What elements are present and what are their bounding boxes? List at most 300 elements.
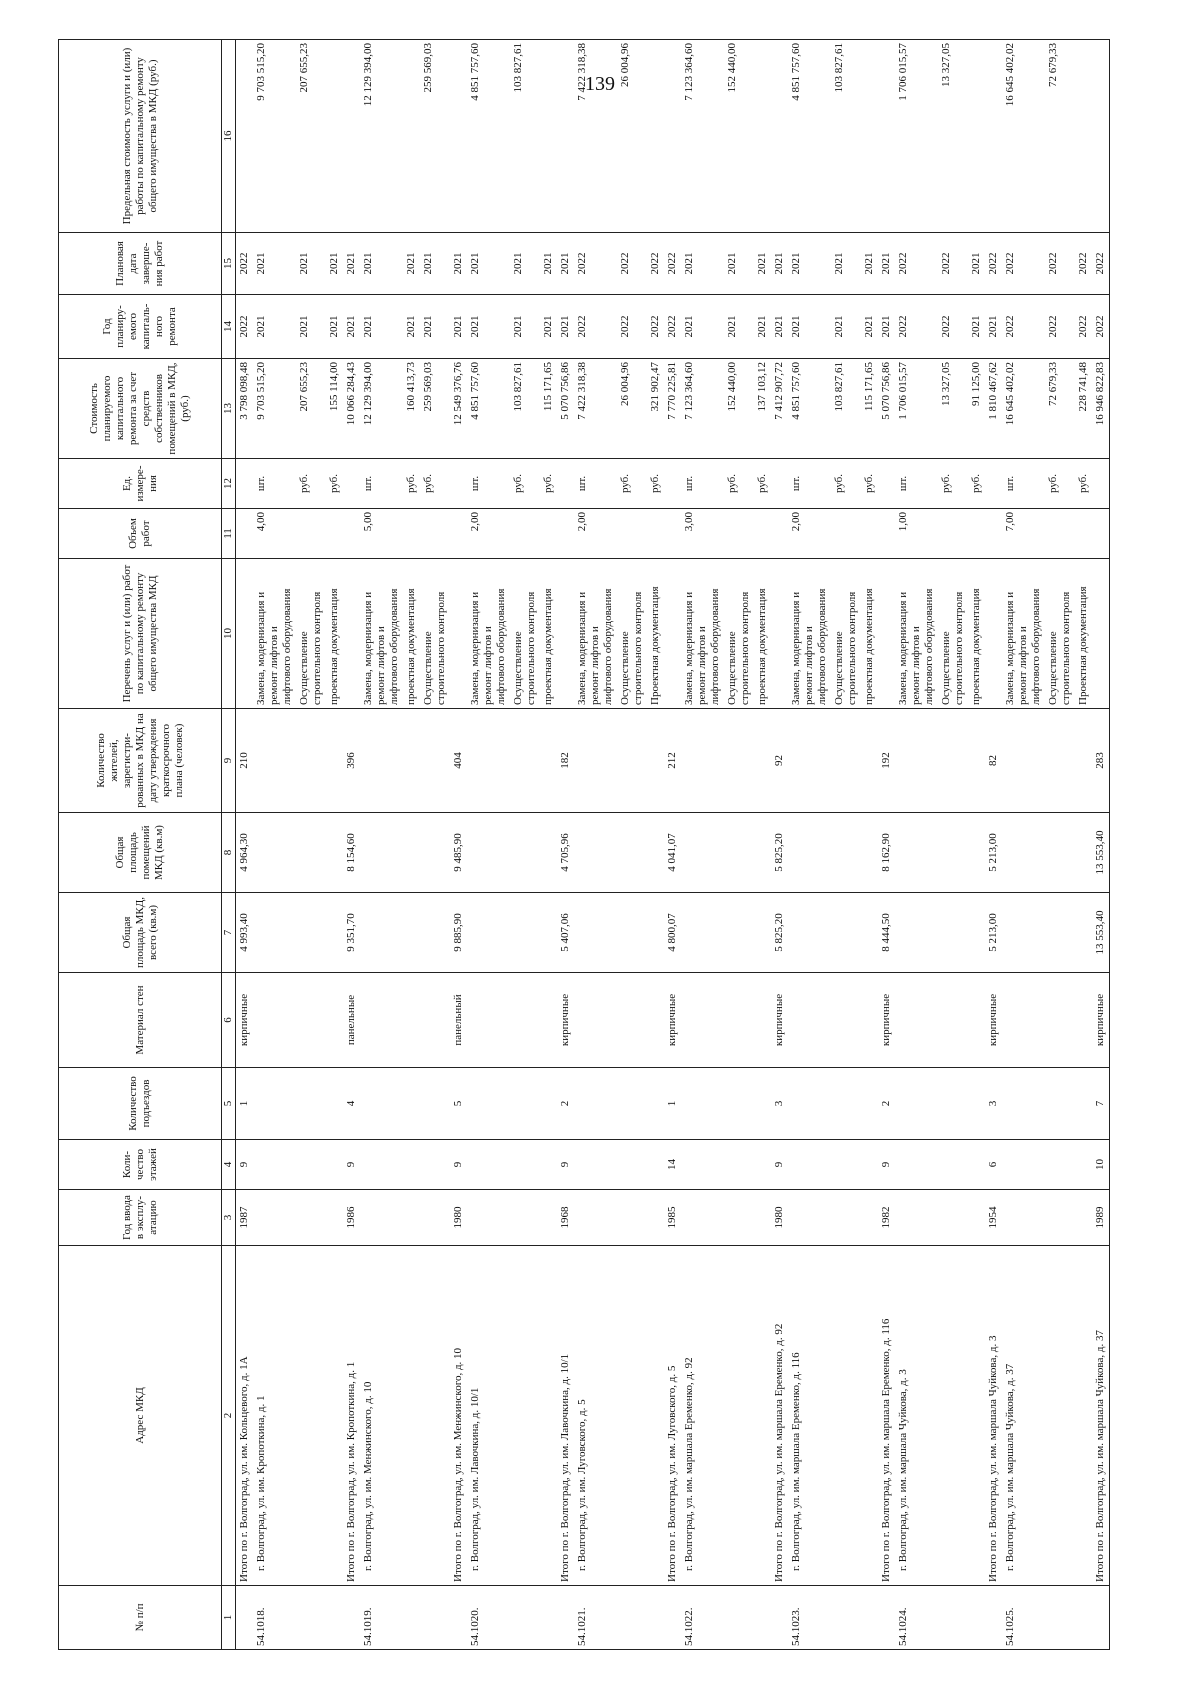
work-name: Замена, модернизация и ремонт лифтов и лифтового оборудования	[360, 559, 403, 709]
row-number	[510, 1586, 540, 1650]
area-total	[510, 893, 540, 973]
entrances	[360, 1068, 403, 1140]
unit: руб.	[647, 459, 664, 509]
area-total	[253, 893, 296, 973]
area-premises	[574, 813, 617, 893]
column-header-5: Количество подъездов	[59, 1068, 222, 1140]
residents	[647, 709, 664, 813]
residents	[467, 709, 510, 813]
area-total	[861, 893, 878, 973]
capital-repair-table	[58, 39, 1110, 1650]
work-name: проектная документация	[861, 559, 878, 709]
cost: 1 706 015,57	[895, 359, 938, 459]
floors	[617, 1140, 647, 1190]
volume	[1075, 509, 1092, 559]
limit-cost: 7 422 318,38	[574, 40, 617, 233]
volume	[343, 509, 360, 559]
cost: 103 827,61	[510, 359, 540, 459]
entrances: 7	[1092, 1068, 1110, 1140]
year-built: 1980	[450, 1190, 467, 1246]
entrances	[754, 1068, 771, 1140]
work-name	[1092, 559, 1110, 709]
end-date: 2021	[403, 233, 420, 295]
area-premises	[253, 813, 296, 893]
wall-material: панельный	[450, 973, 467, 1068]
area-total: 9 351,70	[343, 893, 360, 973]
work-name: Замена, модернизация и ремонт лифтов и лифтового оборудования	[467, 559, 510, 709]
limit-cost: 1 706 015,57	[895, 40, 938, 233]
total-end: 2021	[450, 233, 467, 295]
cost: 12 129 394,00	[360, 359, 403, 459]
total-cost: 1 810 467,62	[985, 359, 1002, 459]
work-name: проектная документация	[968, 559, 985, 709]
unit: шт.	[360, 459, 403, 509]
wall-material	[420, 973, 450, 1068]
wall-material: кирпичные	[771, 973, 788, 1068]
unit: шт.	[1002, 459, 1045, 509]
cost: 4 851 757,60	[788, 359, 831, 459]
area-premises: 4 705,96	[557, 813, 574, 893]
area-premises: 13 553,40	[1092, 813, 1110, 893]
plan-year: 2021	[467, 295, 510, 359]
work-name	[878, 559, 895, 709]
entrances	[1075, 1068, 1092, 1140]
entrances	[326, 1068, 343, 1140]
column-number-14: 14	[222, 295, 236, 359]
column-number-1: 1	[222, 1586, 236, 1650]
area-total: 5 407,06	[557, 893, 574, 973]
wall-material: кирпичные	[664, 973, 681, 1068]
entrances: 2	[557, 1068, 574, 1140]
entrances	[1002, 1068, 1045, 1140]
plan-year: 2022	[617, 295, 647, 359]
work-name	[557, 559, 574, 709]
area-premises	[831, 813, 861, 893]
floors	[1075, 1140, 1092, 1190]
volume: 2,00	[788, 509, 831, 559]
area-premises	[681, 813, 724, 893]
area-premises	[647, 813, 664, 893]
total-cost: 5 070 756,86	[557, 359, 574, 459]
year-built	[510, 1190, 540, 1246]
area-premises: 5 825,20	[771, 813, 788, 893]
wall-material: кирпичные	[878, 973, 895, 1068]
end-date: 2022	[938, 233, 968, 295]
wall-material	[540, 973, 557, 1068]
plan-year: 2022	[647, 295, 664, 359]
unit: шт.	[895, 459, 938, 509]
plan-year: 2022	[938, 295, 968, 359]
total-cost: 5 070 756,86	[878, 359, 895, 459]
unit: руб.	[1075, 459, 1092, 509]
year-built	[467, 1190, 510, 1246]
floors	[1002, 1140, 1045, 1190]
residents	[420, 709, 450, 813]
cost: 160 413,73	[403, 359, 420, 459]
residents	[831, 709, 861, 813]
column-header-4: Коли-чество этажей	[59, 1140, 222, 1190]
address: г. Волгоград, ул. им. Лавочкина, д. 10/1	[467, 1246, 510, 1586]
column-number-11: 11	[222, 509, 236, 559]
column-number-16: 16	[222, 40, 236, 233]
column-number-8: 8	[222, 813, 236, 893]
end-date: 2021	[540, 233, 557, 295]
area-premises	[754, 813, 771, 893]
year-built: 1989	[1092, 1190, 1110, 1246]
area-total	[647, 893, 664, 973]
work-name	[450, 559, 467, 709]
work-name	[343, 559, 360, 709]
column-number-row	[222, 40, 236, 1650]
wall-material	[326, 973, 343, 1068]
work-row	[861, 40, 878, 1650]
cost: 228 741,48	[1075, 359, 1092, 459]
total-cost: 10 066 284,43	[343, 359, 360, 459]
address: г. Волгоград, ул. им. маршала Еременко, д. 92	[681, 1246, 724, 1586]
residents	[1002, 709, 1045, 813]
year-built	[681, 1190, 724, 1246]
unit	[343, 459, 360, 509]
total-end: 2022	[985, 233, 1002, 295]
residents	[360, 709, 403, 813]
column-header-13: Стоимость планируемого капитального ремонта за счет средств собственников помещений в МКД, (руб.)	[59, 359, 222, 459]
plan-year: 2021	[724, 295, 754, 359]
residents	[895, 709, 938, 813]
row-number	[938, 1586, 968, 1650]
volume	[1045, 509, 1075, 559]
residents	[253, 709, 296, 813]
end-date: 2021	[754, 233, 771, 295]
plan-year: 2022	[1075, 295, 1092, 359]
row-number	[985, 1586, 1002, 1650]
column-number-9: 9	[222, 709, 236, 813]
unit	[236, 459, 254, 509]
plan-year: 2021	[510, 295, 540, 359]
area-premises	[1045, 813, 1075, 893]
wall-material	[788, 973, 831, 1068]
floors	[360, 1140, 403, 1190]
year-built	[617, 1190, 647, 1246]
wall-material	[1075, 973, 1092, 1068]
wall-material: кирпичные	[1092, 973, 1110, 1068]
volume: 2,00	[467, 509, 510, 559]
total-cost: 3 798 098,48	[236, 359, 254, 459]
row-number	[861, 1586, 878, 1650]
total-year: 2021	[343, 295, 360, 359]
work-name	[664, 559, 681, 709]
row-number	[664, 1586, 681, 1650]
floors	[510, 1140, 540, 1190]
area-total	[617, 893, 647, 973]
plan-year: 2021	[296, 295, 326, 359]
unit: шт.	[574, 459, 617, 509]
row-number	[540, 1586, 557, 1650]
limit-cost	[236, 40, 254, 233]
limit-cost	[343, 40, 360, 233]
area-total	[831, 893, 861, 973]
cost: 7 123 364,60	[681, 359, 724, 459]
end-date: 2022	[617, 233, 647, 295]
residents	[296, 709, 326, 813]
limit-cost	[985, 40, 1002, 233]
area-premises	[420, 813, 450, 893]
work-row	[647, 40, 664, 1650]
total-row	[985, 40, 1002, 1650]
total-cost: 7 770 225,81	[664, 359, 681, 459]
total-year: 2022	[1092, 295, 1110, 359]
volume: 7,00	[1002, 509, 1045, 559]
work-row	[968, 40, 985, 1650]
total-end: 2022	[1092, 233, 1110, 295]
residents	[540, 709, 557, 813]
address: г. Волгоград, ул. им. маршала Чуйкова, д. 3	[895, 1246, 938, 1586]
residents: 404	[450, 709, 467, 813]
year-built: 1954	[985, 1190, 1002, 1246]
end-date: 2022	[895, 233, 938, 295]
area-total: 13 553,40	[1092, 893, 1110, 973]
wall-material	[968, 973, 985, 1068]
entrances	[253, 1068, 296, 1140]
limit-cost	[861, 40, 878, 233]
cost: 103 827,61	[831, 359, 861, 459]
floors	[253, 1140, 296, 1190]
work-row	[1002, 40, 1045, 1650]
row-number	[968, 1586, 985, 1650]
area-total	[467, 893, 510, 973]
year-built: 1980	[771, 1190, 788, 1246]
volume	[664, 509, 681, 559]
entrances: 1	[664, 1068, 681, 1140]
residents	[403, 709, 420, 813]
area-premises	[617, 813, 647, 893]
residents: 192	[878, 709, 895, 813]
column-header-11: Объем работ	[59, 509, 222, 559]
row-number: 54.1018.	[253, 1586, 296, 1650]
floors	[938, 1140, 968, 1190]
work-name: Осуществление строительного контроля	[724, 559, 754, 709]
work-row	[420, 40, 450, 1650]
cost: 207 655,23	[296, 359, 326, 459]
floors: 9	[343, 1140, 360, 1190]
area-total	[574, 893, 617, 973]
work-row	[540, 40, 557, 1650]
floors: 9	[557, 1140, 574, 1190]
total-year: 2021	[557, 295, 574, 359]
work-row	[326, 40, 343, 1650]
area-total: 5 825,20	[771, 893, 788, 973]
floors	[647, 1140, 664, 1190]
area-total	[681, 893, 724, 973]
work-row	[296, 40, 326, 1650]
total-address: Итого по г. Волгоград, ул. им. Луговского, д. 5	[664, 1246, 681, 1586]
area-premises: 5 213,00	[985, 813, 1002, 893]
work-row	[403, 40, 420, 1650]
end-date: 2022	[1045, 233, 1075, 295]
address: г. Волгоград, ул. им. Луговского, д. 5	[574, 1246, 617, 1586]
total-address: Итого по г. Волгоград, ул. им. Менжинского, д. 10	[450, 1246, 467, 1586]
column-header-10: Перечень услуг и (или) работ по капитальному ремонту общего имущества МКД	[59, 559, 222, 709]
work-name: Замена, модернизация и ремонт лифтов и лифтового оборудования	[895, 559, 938, 709]
end-date: 2021	[253, 233, 296, 295]
total-address: Итого по г. Волгоград, ул. им. Лавочкина, д. 10/1	[557, 1246, 574, 1586]
area-premises	[1002, 813, 1045, 893]
year-built: 1982	[878, 1190, 895, 1246]
wall-material	[617, 973, 647, 1068]
address	[326, 1246, 343, 1586]
year-built	[831, 1190, 861, 1246]
year-built	[754, 1190, 771, 1246]
page-number: 139	[585, 73, 615, 95]
floors	[788, 1140, 831, 1190]
floors	[420, 1140, 450, 1190]
total-end: 2021	[878, 233, 895, 295]
entrances	[861, 1068, 878, 1140]
unit	[878, 459, 895, 509]
area-total: 4 800,07	[664, 893, 681, 973]
floors	[754, 1140, 771, 1190]
address	[831, 1246, 861, 1586]
limit-cost	[878, 40, 895, 233]
work-row	[467, 40, 510, 1650]
limit-cost: 7 123 364,60	[681, 40, 724, 233]
area-total: 4 993,40	[236, 893, 254, 973]
work-name: Замена, модернизация и ремонт лифтов и лифтового оборудования	[253, 559, 296, 709]
plan-year: 2021	[326, 295, 343, 359]
limit-cost: 207 655,23	[296, 40, 326, 233]
volume: 5,00	[360, 509, 403, 559]
work-name: Осуществление строительного контроля	[420, 559, 450, 709]
unit	[557, 459, 574, 509]
work-name: проектная документация	[754, 559, 771, 709]
residents	[574, 709, 617, 813]
area-total: 5 213,00	[985, 893, 1002, 973]
address	[861, 1246, 878, 1586]
area-premises	[938, 813, 968, 893]
entrances	[895, 1068, 938, 1140]
row-number	[771, 1586, 788, 1650]
column-header-7: Общая площадь МКД, всего (кв.м)	[59, 893, 222, 973]
unit: руб.	[296, 459, 326, 509]
area-premises	[326, 813, 343, 893]
entrances	[1045, 1068, 1075, 1140]
column-header-3: Год ввода в эксплу-атацию	[59, 1190, 222, 1246]
end-date: 2021	[420, 233, 450, 295]
wall-material	[938, 973, 968, 1068]
year-built	[1045, 1190, 1075, 1246]
column-header-1: № п/п	[59, 1586, 222, 1650]
area-premises: 8 162,90	[878, 813, 895, 893]
address	[617, 1246, 647, 1586]
end-date: 2021	[681, 233, 724, 295]
cost: 9 703 515,20	[253, 359, 296, 459]
cost: 4 851 757,60	[467, 359, 510, 459]
work-row	[831, 40, 861, 1650]
volume	[754, 509, 771, 559]
row-number: 54.1024.	[895, 1586, 938, 1650]
volume	[510, 509, 540, 559]
unit: руб.	[420, 459, 450, 509]
end-date: 2021	[296, 233, 326, 295]
year-built: 1987	[236, 1190, 254, 1246]
floors	[724, 1140, 754, 1190]
residents	[1075, 709, 1092, 813]
plan-year: 2021	[788, 295, 831, 359]
row-number	[831, 1586, 861, 1650]
residents	[1045, 709, 1075, 813]
row-number	[403, 1586, 420, 1650]
row-number: 54.1019.	[360, 1586, 403, 1650]
area-total	[326, 893, 343, 973]
column-header-16: Предельная стоимость услуги и (или) работы по капитальному ремонту общего имущества в МКД (руб.)	[59, 40, 222, 233]
residents	[938, 709, 968, 813]
entrances	[467, 1068, 510, 1140]
residents	[510, 709, 540, 813]
year-built	[647, 1190, 664, 1246]
column-header-14: Год планиру-емого капиталь-ного ремонта	[59, 295, 222, 359]
total-end: 2021	[343, 233, 360, 295]
entrances: 5	[450, 1068, 467, 1140]
area-total: 9 885,90	[450, 893, 467, 973]
entrances	[788, 1068, 831, 1140]
row-number	[296, 1586, 326, 1650]
table-body	[222, 40, 1110, 1650]
residents	[681, 709, 724, 813]
area-total	[540, 893, 557, 973]
area-total	[895, 893, 938, 973]
total-row	[450, 40, 467, 1650]
volume	[968, 509, 985, 559]
entrances	[540, 1068, 557, 1140]
address: г. Волгоград, ул. им. маршала Еременко, д. 116	[788, 1246, 831, 1586]
work-name: Осуществление строительного контроля	[831, 559, 861, 709]
area-premises	[540, 813, 557, 893]
plan-year: 2022	[895, 295, 938, 359]
cost: 91 125,00	[968, 359, 985, 459]
residents	[326, 709, 343, 813]
floors: 14	[664, 1140, 681, 1190]
limit-cost	[403, 40, 420, 233]
area-premises	[1075, 813, 1092, 893]
floors	[831, 1140, 861, 1190]
address: г. Волгоград, ул. им. Кропоткина, д. 1	[253, 1246, 296, 1586]
unit: шт.	[788, 459, 831, 509]
work-row	[938, 40, 968, 1650]
limit-cost	[647, 40, 664, 233]
unit: руб.	[831, 459, 861, 509]
total-row	[771, 40, 788, 1650]
volume	[647, 509, 664, 559]
total-address: Итого по г. Волгоград, ул. им. Кропоткина, д. 1	[343, 1246, 360, 1586]
end-date: 2022	[1002, 233, 1045, 295]
year-built	[968, 1190, 985, 1246]
limit-cost: 259 569,03	[420, 40, 450, 233]
area-total	[403, 893, 420, 973]
end-date: 2022	[1075, 233, 1092, 295]
limit-cost	[1075, 40, 1092, 233]
residents	[861, 709, 878, 813]
limit-cost	[754, 40, 771, 233]
wall-material: кирпичные	[557, 973, 574, 1068]
wall-material	[895, 973, 938, 1068]
floors	[1045, 1140, 1075, 1190]
column-header-6: Материал стен	[59, 973, 222, 1068]
column-header-9: Количество жителей, зарегистри-рованных в МКД на дату утверждения краткосрочного плана (человек)	[59, 709, 222, 813]
total-row	[343, 40, 360, 1650]
work-name: Осуществление строительного контроля	[1045, 559, 1075, 709]
limit-cost	[664, 40, 681, 233]
address	[420, 1246, 450, 1586]
unit	[771, 459, 788, 509]
